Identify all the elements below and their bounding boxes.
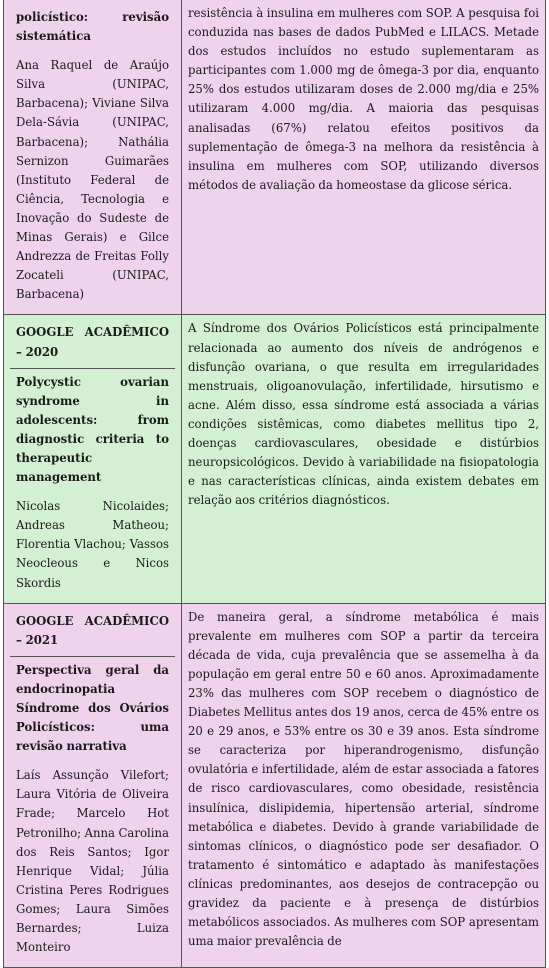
study-source: GOOGLE ACADÊMICO – 2020 (16, 325, 169, 359)
table-row (4, 603, 546, 968)
literature-review-table (3, 0, 546, 968)
study-summary: A Síndrome dos Ovários Policísticos está principalmente relacionada ao aumento dos níveis de andrógenos e disfunção ovariana, o que resulta em irregularidades menstruais, oligoanovulação, infertilidade, hirsutismo e acne. Além disso, essa síndrome está associada a várias condições sistêmicas, como diabetes mellitus tipo 2, doenças cardiovasculares, obesidade e distúrbios neuropsicológicos. Devido à variabilidade na fisiopatologia e nas características clínicas, ainda existem debates em relação aos critérios diagnósticos. (182, 315, 546, 603)
study-summary: resistência à insulina em mulheres com SOP. A pesquisa foi conduzida nas bases de dados PubMed e LILACS. Metade dos estudos incluídos no estudo suplementaram as participantes com 1.000 mg de ômega-3 por dia, enquanto 25% dos estudos utilizaram doses de 2.000 mg/dia e 25% utilizaram 4.000 mg/dia. A maioria das pesquisas analisadas (67%) relatou efeitos positivos da suplementação de ômega-3 na melhora da resistência à insulina em mulheres com SOP, utilizando diversos métodos de avaliação da homeostase da glicose sérica. (182, 0, 546, 315)
study-info-block (10, 368, 175, 599)
study-summary: De maneira geral, a síndrome metabólica é mais prevalente em mulheres com SOP a partir da terceira década de vida, cuja prevalência que se assemelha à da população em geral entre 50 e 60 anos. Aproximadamente 23% das mulheres com SOP recebem o diagnóstico de Diabetes Mellitus antes dos 19 anos, cerca de 45% entre os 20 e 29 anos, e 53% entre os 30 e 39 anos. Esta síndrome se caracteriza por hiperandrogenismo, disfunção ovulatória e infertilidade, além de estar associada a fatores de risco cardiovasculares, como obesidade, resistência insulínica, dislipidemia, hipertensão arterial, síndrome metabólica e diabetes. Devido à grande variabilidade de sintomas clínicos, o diagnóstico pode ser desafiador. O tratamento é sintomático e adaptado às manifestações clínicas predominantes, aos desejos de contracepção ou gravidez da paciente e à presença de distúrbios metabólicos associados. As mulheres com SOP apresentam uma maior prevalência de (182, 603, 546, 968)
study-authors: Nicolas Nicolaides; Andreas Matheou; Florentia Vlachou; Vassos Neocleous e Nicos Skordis (16, 499, 169, 590)
study-info-cell (4, 315, 182, 603)
study-title: policístico: revisão sistemática (16, 10, 169, 44)
study-authors: Laís Assunção Vilefort; Laura Vitória de Oliveira Frade; Marcelo Hot Petronilho; Anna Carolina dos Reis Santos; Igor Henrique Vidal; Júlia Cristina Peres Rodrigues Gomes; Laura Simões Bernardes; Luiza Monteiro (16, 768, 169, 955)
study-authors: Ana Raquel de Araújo Silva (UNIPAC, Barbacena); Viviane Silva Dela-Sávia (UNIPAC, Barbacena); Nathália Sernizon Guimarães (Instituto Federal de Ciência, Tecnologia e Inovação do Sudeste de Minas Gerais) e Gilce Andrezza de Freitas Folly Zocateli (UNIPAC, Barbacena) (16, 58, 169, 302)
table-row (4, 315, 546, 603)
study-info-cell (4, 0, 182, 315)
study-source: GOOGLE ACADÊMICO – 2021 (16, 613, 169, 647)
study-info-block (10, 4, 175, 310)
study-title: Polycystic ovarian syndrome in adolescents: from diagnostic criteria to therapeutic management (16, 374, 169, 485)
study-info-block (10, 656, 175, 963)
study-info-cell (4, 603, 182, 968)
study-source-block (10, 319, 175, 367)
study-source-block (10, 608, 175, 656)
study-title: Perspectiva geral da endocrinopatia Síndrome dos Ovários Policísticos: uma revisão narrativa (16, 662, 169, 754)
table-row (4, 0, 546, 315)
